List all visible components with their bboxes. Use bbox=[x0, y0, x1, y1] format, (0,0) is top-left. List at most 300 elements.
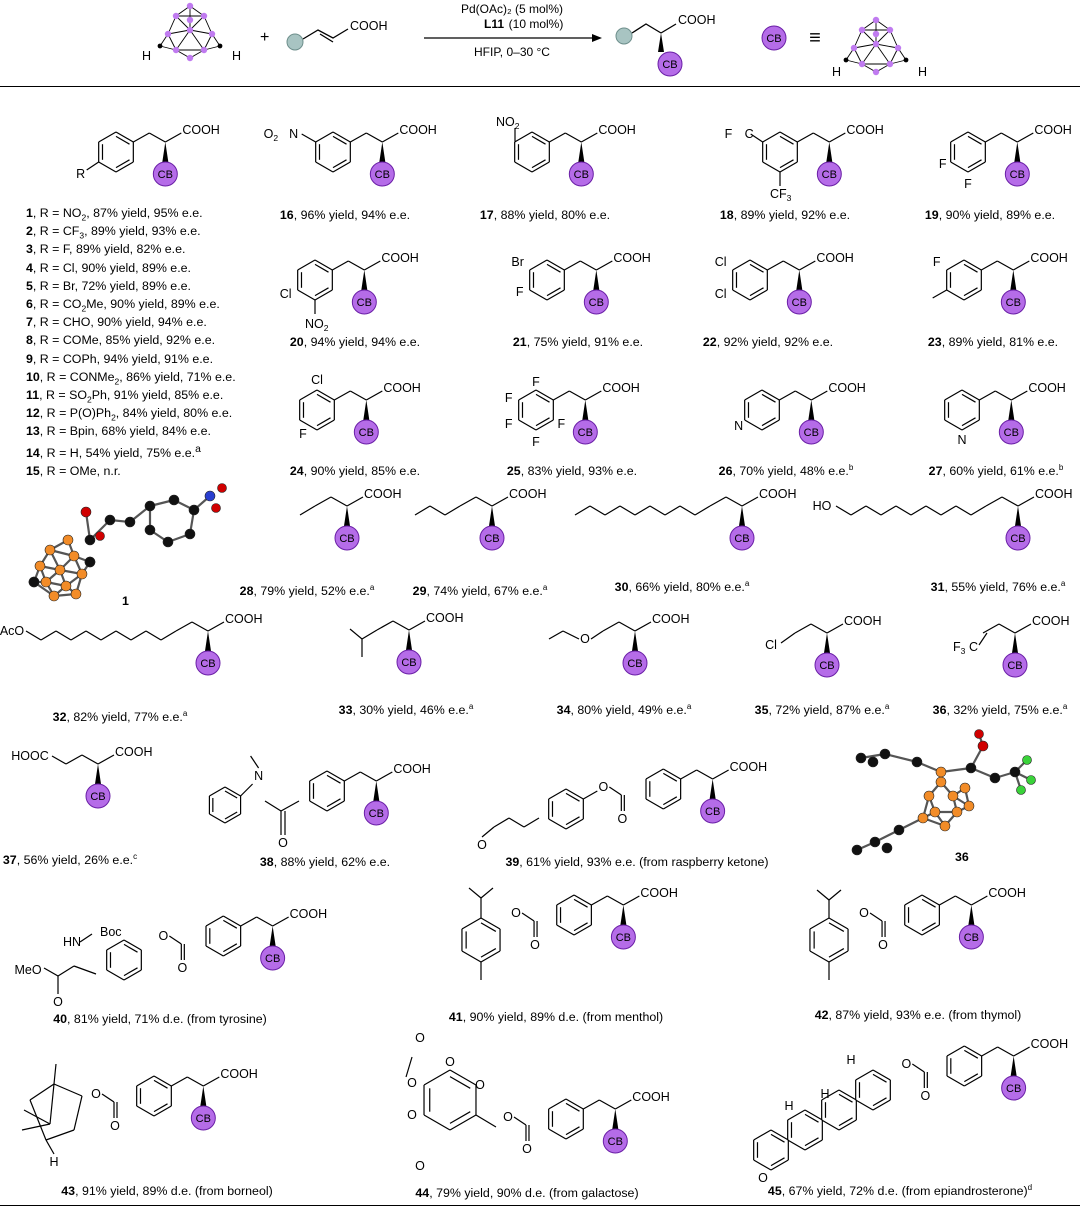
structure-32 bbox=[0, 612, 280, 725]
atom-label: N bbox=[289, 127, 299, 141]
structure-20-graphic bbox=[255, 228, 455, 338]
cooh-label: COOH bbox=[602, 381, 640, 395]
fluorine-atom bbox=[1027, 776, 1036, 785]
compound-caption-31: 31, 55% yield, 76% e.e.$^a$ bbox=[930, 578, 1066, 594]
boron-atom bbox=[948, 791, 958, 801]
atom-label: AcO bbox=[0, 624, 25, 638]
compound-caption-27: 27, 60% yield, 61% e.e.$^b$ bbox=[928, 462, 1064, 478]
atom-label: O bbox=[920, 1089, 931, 1103]
r-series-item: 13, R = Bpin, 68% yield, 84% e.e. bbox=[26, 424, 211, 439]
atom-label: O bbox=[477, 838, 487, 852]
atom-label: F bbox=[557, 417, 566, 431]
boron-atom bbox=[209, 31, 215, 37]
boron-atom bbox=[45, 545, 55, 555]
atom-label: $CF_3$ bbox=[770, 187, 792, 203]
cooh-label: COOH bbox=[182, 123, 220, 137]
carbon-atom bbox=[163, 537, 173, 547]
r-series-item: 9, R = COPh, 94% yield, 91% e.e. bbox=[26, 351, 214, 366]
cb-label: CB bbox=[615, 932, 632, 944]
carbon-atom bbox=[29, 577, 39, 587]
compound-caption-30: 30, 66% yield, 80% e.e.$^a$ bbox=[614, 578, 750, 594]
carbon-atom bbox=[158, 44, 163, 49]
svg-text:CB: CB bbox=[766, 33, 782, 45]
boron-atom bbox=[187, 3, 193, 9]
cooh-label: COOH bbox=[1032, 614, 1070, 628]
boron-atom bbox=[61, 581, 71, 591]
carbon-atom bbox=[990, 773, 1000, 783]
compound-caption-24: 24, 90% yield, 85% e.e. bbox=[289, 464, 421, 478]
atom-label: O bbox=[475, 1078, 485, 1092]
compound-caption-23: 23, 89% yield, 81% e.e. bbox=[927, 335, 1059, 349]
compound-caption-19: 19, 90% yield, 89% e.e. bbox=[924, 208, 1056, 222]
boron-atom bbox=[873, 31, 879, 37]
svg-text:H: H bbox=[918, 65, 928, 79]
cb-label: CB bbox=[819, 660, 835, 672]
cooh-label: COOH bbox=[828, 381, 866, 395]
structure-41 bbox=[435, 860, 695, 1020]
cb-label: CB bbox=[484, 533, 500, 545]
carbon-atom bbox=[1010, 767, 1020, 777]
boron-atom bbox=[887, 27, 893, 33]
carbon-atom bbox=[856, 753, 866, 763]
compound-caption-44: 44, 79% yield, 90% d.e. (from galactose) bbox=[415, 1186, 639, 1200]
structure-40-graphic bbox=[0, 860, 400, 1020]
cb-label: CB bbox=[401, 657, 417, 669]
acrylic-acid-reactant bbox=[287, 19, 388, 50]
atom-label: Cl bbox=[714, 255, 727, 269]
boron-atom bbox=[71, 589, 81, 599]
carbon-atom bbox=[218, 44, 223, 49]
structure-38 bbox=[195, 735, 455, 855]
compound-caption-39: 39, 61% yield, 93% e.e. (from raspberry ketone) bbox=[505, 855, 769, 869]
conditions-text: HFIP, 0–30 °C bbox=[474, 45, 550, 59]
r-series-item: 6, $R = CO_2Me$, 90% yield, 89% e.e. bbox=[26, 297, 220, 314]
r-series-item: 5, R = Br, 72% yield, 89% e.e. bbox=[26, 278, 191, 293]
atom-label: H bbox=[846, 1053, 856, 1067]
cb-label: CB bbox=[368, 808, 384, 820]
oxygen-atom bbox=[96, 532, 105, 541]
r-series-item: 15, R = OMe, n.r. bbox=[26, 463, 121, 478]
atom-label: F bbox=[964, 177, 972, 191]
cooh-label: COOH bbox=[399, 123, 437, 137]
boron-atom bbox=[851, 45, 857, 51]
atom-label: O bbox=[407, 1108, 417, 1122]
substituent-sphere bbox=[287, 34, 303, 50]
atom-label: O bbox=[415, 1031, 425, 1045]
structure-25-graphic bbox=[490, 358, 690, 468]
cooh-label: COOH bbox=[289, 907, 328, 921]
cb-label: CB bbox=[791, 297, 807, 309]
boron-atom bbox=[873, 69, 879, 75]
atom-label: F bbox=[724, 127, 733, 141]
carbon-atom bbox=[904, 58, 909, 63]
atom-label: $NO_2$ bbox=[496, 115, 520, 131]
cooh-label: COOH bbox=[1035, 487, 1073, 501]
cooh-label: COOH bbox=[816, 251, 854, 265]
cb-label: CB bbox=[1010, 533, 1026, 545]
boron-atom bbox=[201, 47, 207, 53]
atom-label: F bbox=[504, 391, 513, 405]
atom-label: O bbox=[503, 1110, 513, 1124]
compound-caption-34: 34, 80% yield, 49% e.e.$^a$ bbox=[556, 701, 692, 717]
atom-label: O bbox=[617, 812, 628, 826]
boron-atom bbox=[35, 561, 45, 571]
atom-label: Cl bbox=[714, 287, 727, 301]
atom-label: O bbox=[445, 1055, 455, 1069]
carbon-atom bbox=[880, 749, 890, 759]
atom-label: $F_3$ bbox=[953, 640, 966, 656]
cooh-label: COOH bbox=[1028, 381, 1066, 395]
compound-caption-16: 16, 96% yield, 94% e.e. bbox=[279, 208, 411, 222]
cooh-label: COOH bbox=[115, 745, 153, 759]
cb-label: CB bbox=[90, 791, 106, 803]
cb-legend bbox=[762, 17, 927, 79]
compound-caption-35: 35, 72% yield, 87% e.e.$^a$ bbox=[754, 701, 890, 717]
compound-caption-38: 38, 88% yield, 62% e.e. bbox=[259, 855, 391, 869]
atom-label: O bbox=[530, 938, 540, 952]
cb-label: CB bbox=[577, 427, 593, 439]
oxygen-atom bbox=[978, 741, 988, 751]
atom-label: F bbox=[932, 255, 941, 269]
cooh-label: COOH bbox=[220, 1067, 258, 1081]
atom-label: HN bbox=[62, 935, 82, 949]
carbon-atom bbox=[85, 535, 95, 545]
cb-label: CB bbox=[607, 1136, 623, 1148]
compound-caption-41: 41, 90% yield, 89% d.e. (from menthol) bbox=[448, 1010, 664, 1024]
structure-22 bbox=[690, 228, 890, 338]
atom-label: O bbox=[415, 1159, 425, 1173]
structure-25 bbox=[490, 358, 690, 468]
cooh-label: COOH bbox=[509, 487, 547, 501]
product bbox=[616, 13, 716, 76]
atom-label: F bbox=[299, 427, 307, 441]
structure-41-graphic bbox=[435, 860, 695, 1020]
carbon-atom bbox=[85, 557, 95, 567]
cb-label: CB bbox=[1006, 1083, 1022, 1095]
cooh-label: COOH bbox=[640, 886, 678, 900]
structure-45 bbox=[715, 1037, 1080, 1200]
atom-label: F bbox=[532, 435, 540, 449]
atom-label: C bbox=[744, 127, 754, 141]
structure-38-graphic bbox=[195, 735, 455, 855]
atom-label: O bbox=[758, 1171, 768, 1185]
carbon-atom bbox=[125, 517, 135, 527]
cb-label: CB bbox=[374, 169, 390, 181]
boron-atom bbox=[964, 801, 974, 811]
xray-label-1: 1 bbox=[122, 594, 129, 608]
bottom-divider bbox=[0, 1205, 1080, 1206]
cooh-label: COOH bbox=[729, 760, 768, 774]
carbon-atom bbox=[870, 837, 880, 847]
cb-label: CB bbox=[195, 1113, 211, 1125]
structure-44 bbox=[380, 1030, 720, 1200]
compound-caption-36: 36, 32% yield, 75% e.e.$^a$ bbox=[932, 701, 1068, 717]
xray-structure-36 bbox=[845, 732, 1065, 872]
compound-caption-28: 28, 79% yield, 52% e.e.$^a$ bbox=[239, 582, 375, 598]
structure-39 bbox=[470, 735, 810, 855]
cb-label: CB bbox=[573, 169, 589, 181]
cooh-label: COOH bbox=[426, 611, 464, 625]
cooh-label: COOH bbox=[613, 251, 651, 265]
structure-42 bbox=[775, 860, 1075, 1020]
atom-label: O bbox=[522, 1142, 532, 1156]
boron-atom bbox=[187, 27, 193, 33]
cooh-label: COOH bbox=[1030, 1037, 1069, 1051]
structure-23-graphic bbox=[900, 228, 1080, 338]
reaction-scheme-graphic bbox=[0, 0, 1080, 88]
atom-label: N bbox=[734, 419, 744, 433]
structure-16-graphic bbox=[245, 100, 445, 200]
compound-caption-18: 18, 89% yield, 92% e.e. bbox=[719, 208, 851, 222]
structure-21-graphic bbox=[485, 228, 675, 338]
atom-label: O bbox=[598, 780, 609, 794]
atom-label: F bbox=[938, 157, 947, 171]
atom-label: O bbox=[878, 938, 888, 952]
cb-label: CB bbox=[963, 932, 980, 944]
structure-40 bbox=[0, 860, 400, 1020]
svg-text:CB: CB bbox=[662, 59, 678, 71]
atom-label: H bbox=[49, 1155, 59, 1169]
atom-label: O bbox=[511, 906, 521, 920]
compound-caption-37: 37, 56% yield, 26% e.e.$^c$ bbox=[2, 851, 138, 867]
reaction-scheme bbox=[0, 0, 1080, 88]
fluorine-atom bbox=[1017, 786, 1026, 795]
xray-structure-1 bbox=[10, 470, 230, 610]
atom-label: HO bbox=[812, 499, 832, 513]
structure-19 bbox=[910, 100, 1080, 200]
r-series-list bbox=[26, 204, 256, 480]
structure-16 bbox=[245, 100, 445, 200]
carbon-atom bbox=[145, 501, 155, 511]
cooh-label: COOH bbox=[1030, 251, 1068, 265]
cb-label: CB bbox=[821, 169, 837, 181]
carbon-atom bbox=[169, 495, 179, 505]
structure-19-graphic bbox=[910, 100, 1080, 200]
compound-caption-21: 21, 75% yield, 91% e.e. bbox=[512, 335, 644, 349]
boron-atom bbox=[873, 17, 879, 23]
structure-43 bbox=[10, 1040, 310, 1180]
structure-37 bbox=[0, 740, 153, 850]
cb-label: CB bbox=[356, 297, 372, 309]
r-series-item: 1, $R = NO_2$, 87% yield, 95% e.e. bbox=[26, 206, 203, 223]
carbon-atom bbox=[882, 843, 892, 853]
structure-1-15-graphic bbox=[30, 100, 230, 200]
boron-atom bbox=[936, 777, 946, 787]
structure-44-graphic bbox=[380, 1030, 720, 1200]
r-series-item: 11, $R = SO_2Ph$, 91% yield, 85% e.e. bbox=[26, 388, 224, 405]
xray-label-36: 36 bbox=[955, 850, 969, 864]
cooh-label: COOH bbox=[598, 123, 636, 137]
atom-label: O bbox=[901, 1057, 912, 1071]
structure-17-graphic bbox=[470, 90, 670, 200]
nitrogen-atom bbox=[205, 491, 215, 501]
structure-27-graphic bbox=[910, 358, 1080, 468]
structure-1-15 bbox=[30, 100, 230, 200]
atom-label: Cl bbox=[279, 287, 292, 301]
atom-label: O bbox=[53, 995, 63, 1009]
compound-caption-20: 20, 94% yield, 94% e.e. bbox=[289, 335, 421, 349]
structure-39-graphic bbox=[470, 735, 810, 855]
cb-label: CB bbox=[627, 658, 643, 670]
atom-label: H bbox=[820, 1087, 830, 1101]
structure-23 bbox=[900, 228, 1080, 338]
atom-label: Cl bbox=[311, 373, 323, 387]
boron-atom bbox=[960, 783, 970, 793]
carbon-atom bbox=[912, 757, 922, 767]
cooh-label: COOH bbox=[364, 487, 402, 501]
atom-label: H bbox=[784, 1099, 794, 1113]
atom-label: O bbox=[158, 929, 169, 943]
structure-32-graphic bbox=[0, 612, 280, 725]
boron-atom bbox=[69, 551, 79, 561]
atom-label: $O_2$ bbox=[263, 127, 279, 143]
structure-37-graphic bbox=[0, 740, 153, 850]
structure-45-graphic bbox=[715, 1037, 1080, 1200]
carbon-atom bbox=[844, 58, 849, 63]
oxygen-atom bbox=[975, 730, 984, 739]
compound-caption-17: 17, 88% yield, 80% e.e. bbox=[479, 208, 611, 222]
atom-label: O bbox=[91, 1087, 101, 1101]
cooh-label: COOH bbox=[383, 381, 421, 395]
atom-label: O bbox=[110, 1119, 120, 1133]
oxygen-atom bbox=[218, 484, 227, 493]
atom-label: HOOC bbox=[11, 749, 49, 763]
compound-caption-26: 26, 70% yield, 48% e.e.$^b$ bbox=[718, 462, 854, 478]
atom-label: O bbox=[859, 906, 869, 920]
atom-label: $NO_2$ bbox=[305, 317, 329, 333]
structure-27 bbox=[910, 358, 1080, 468]
h-label-left: H bbox=[142, 49, 152, 63]
structure-18-graphic bbox=[680, 100, 890, 210]
boron-atom bbox=[173, 13, 179, 19]
boron-atom bbox=[940, 821, 950, 831]
cb-label: CB bbox=[1005, 297, 1021, 309]
arrow-head bbox=[592, 34, 602, 42]
compound-caption-45: 45, 67% yield, 72% d.e. (from epiandrosterone)$^d$ bbox=[767, 1182, 1033, 1198]
atom-label: Br bbox=[511, 255, 524, 269]
r-series-item: 12, $R = P(O)Ph_2$, 84% yield, 80% e.e. bbox=[26, 406, 233, 423]
boron-atom bbox=[918, 813, 928, 823]
carbon-atom bbox=[966, 763, 976, 773]
compound-caption-42: 42, 87% yield, 93% e.e. (from thymol) bbox=[814, 1008, 1022, 1022]
cooh-label: COOH bbox=[381, 251, 419, 265]
svg-text:≡: ≡ bbox=[809, 27, 821, 49]
boron-atom bbox=[859, 61, 865, 67]
boron-atom bbox=[859, 27, 865, 33]
r-series-item: 10, R = CONMe$_2$, 86% yield, 71% e.e. bbox=[26, 369, 236, 387]
atom-label: O bbox=[407, 1076, 417, 1090]
structure-42-graphic bbox=[775, 860, 1075, 1020]
compound-caption-40: 40, 81% yield, 71% d.e. (from tyrosine) bbox=[53, 1012, 267, 1026]
cb-label: CB bbox=[157, 169, 173, 181]
cooh-label: COOH bbox=[225, 612, 263, 626]
r-series-item: 3, R = F, 89% yield, 82% e.e. bbox=[26, 242, 186, 257]
cooh-label: COOH bbox=[759, 487, 797, 501]
cooh-label: COOH bbox=[632, 1090, 670, 1104]
cb-label: CB bbox=[803, 427, 819, 439]
carbon-atom bbox=[185, 529, 195, 539]
atom-label: F bbox=[532, 375, 540, 389]
boron-atom bbox=[895, 45, 901, 51]
carbon-atom bbox=[894, 825, 904, 835]
structure-26 bbox=[700, 358, 890, 468]
boron-atom bbox=[952, 807, 962, 817]
cb-label: CB bbox=[1009, 169, 1025, 181]
svg-text:COOH: COOH bbox=[678, 13, 716, 27]
cb-label: CB bbox=[200, 658, 216, 670]
carbon-atom bbox=[145, 525, 155, 535]
carbon-atom bbox=[189, 505, 199, 515]
compound-caption-25: 25, 83% yield, 93% e.e. bbox=[506, 464, 638, 478]
boron-atom bbox=[887, 61, 893, 67]
svg-text:H: H bbox=[832, 65, 842, 79]
r-series-item: 8, R = COMe, 85% yield, 92% e.e. bbox=[26, 333, 216, 348]
boron-atom bbox=[49, 591, 59, 601]
ligand-label: L11 bbox=[483, 17, 505, 31]
atom-label: O bbox=[580, 632, 590, 646]
boron-atom bbox=[187, 17, 193, 23]
boron-atom bbox=[924, 791, 934, 801]
catalyst-text: Pd(OAc)₂ (5 mol%) bbox=[460, 2, 564, 16]
structure-18 bbox=[680, 100, 890, 210]
carbon-atom bbox=[105, 515, 115, 525]
r-series-item: 14, R = H, 54% yield, 75% e.e.$^a$ bbox=[26, 443, 201, 460]
plus-sign: + bbox=[260, 29, 270, 46]
boron-atom bbox=[165, 31, 171, 37]
structure-24 bbox=[255, 358, 455, 468]
cb-label: CB bbox=[358, 427, 374, 439]
cooh-label: COOH bbox=[846, 123, 884, 137]
cb-label: CB bbox=[1003, 427, 1019, 439]
cooh-label: COOH bbox=[393, 762, 431, 776]
boron-atom bbox=[63, 535, 73, 545]
atom-label: O bbox=[278, 836, 288, 850]
cooh-label: COOH bbox=[988, 886, 1026, 900]
cb-label: CB bbox=[1007, 660, 1023, 672]
cb-label: CB bbox=[339, 533, 355, 545]
atom-label: Boc bbox=[100, 925, 122, 939]
atom-label: F bbox=[504, 417, 513, 431]
boron-atom bbox=[77, 569, 87, 579]
atom-label: N bbox=[957, 433, 967, 447]
boron-atom bbox=[187, 55, 193, 61]
structure-17 bbox=[470, 90, 670, 200]
structure-20 bbox=[255, 228, 455, 338]
boron-atom bbox=[41, 577, 51, 587]
r-series-item: 2, $R = CF_3$, 89% yield, 93% e.e. bbox=[26, 224, 201, 241]
boron-atom bbox=[936, 767, 946, 777]
carborane-reactant bbox=[142, 3, 241, 63]
cb-label: CB bbox=[588, 297, 604, 309]
compound-caption-22: 22, 92% yield, 92% e.e. bbox=[702, 335, 834, 349]
ligand-amount: (10 mol%) bbox=[508, 17, 564, 31]
r-series-item: 7, R = CHO, 90% yield, 94% e.e. bbox=[26, 315, 207, 330]
atom-label: F bbox=[515, 285, 524, 299]
boron-atom bbox=[55, 565, 65, 575]
compound-caption-43: 43, 91% yield, 89% d.e. (from borneol) bbox=[61, 1184, 273, 1198]
oxygen-atom bbox=[81, 507, 91, 517]
structure-26-graphic bbox=[700, 358, 890, 468]
boron-atom bbox=[930, 807, 940, 817]
cooh-label: COOH bbox=[350, 19, 388, 33]
structure-22-graphic bbox=[690, 228, 890, 338]
atom-label: N bbox=[254, 769, 264, 783]
boron-atom bbox=[173, 47, 179, 53]
compound-caption-33: 33, 30% yield, 46% e.e.$^a$ bbox=[338, 701, 474, 717]
xray-model-1 bbox=[10, 470, 230, 610]
atom-label: Cl bbox=[765, 638, 777, 652]
structure-24-graphic bbox=[255, 358, 455, 468]
